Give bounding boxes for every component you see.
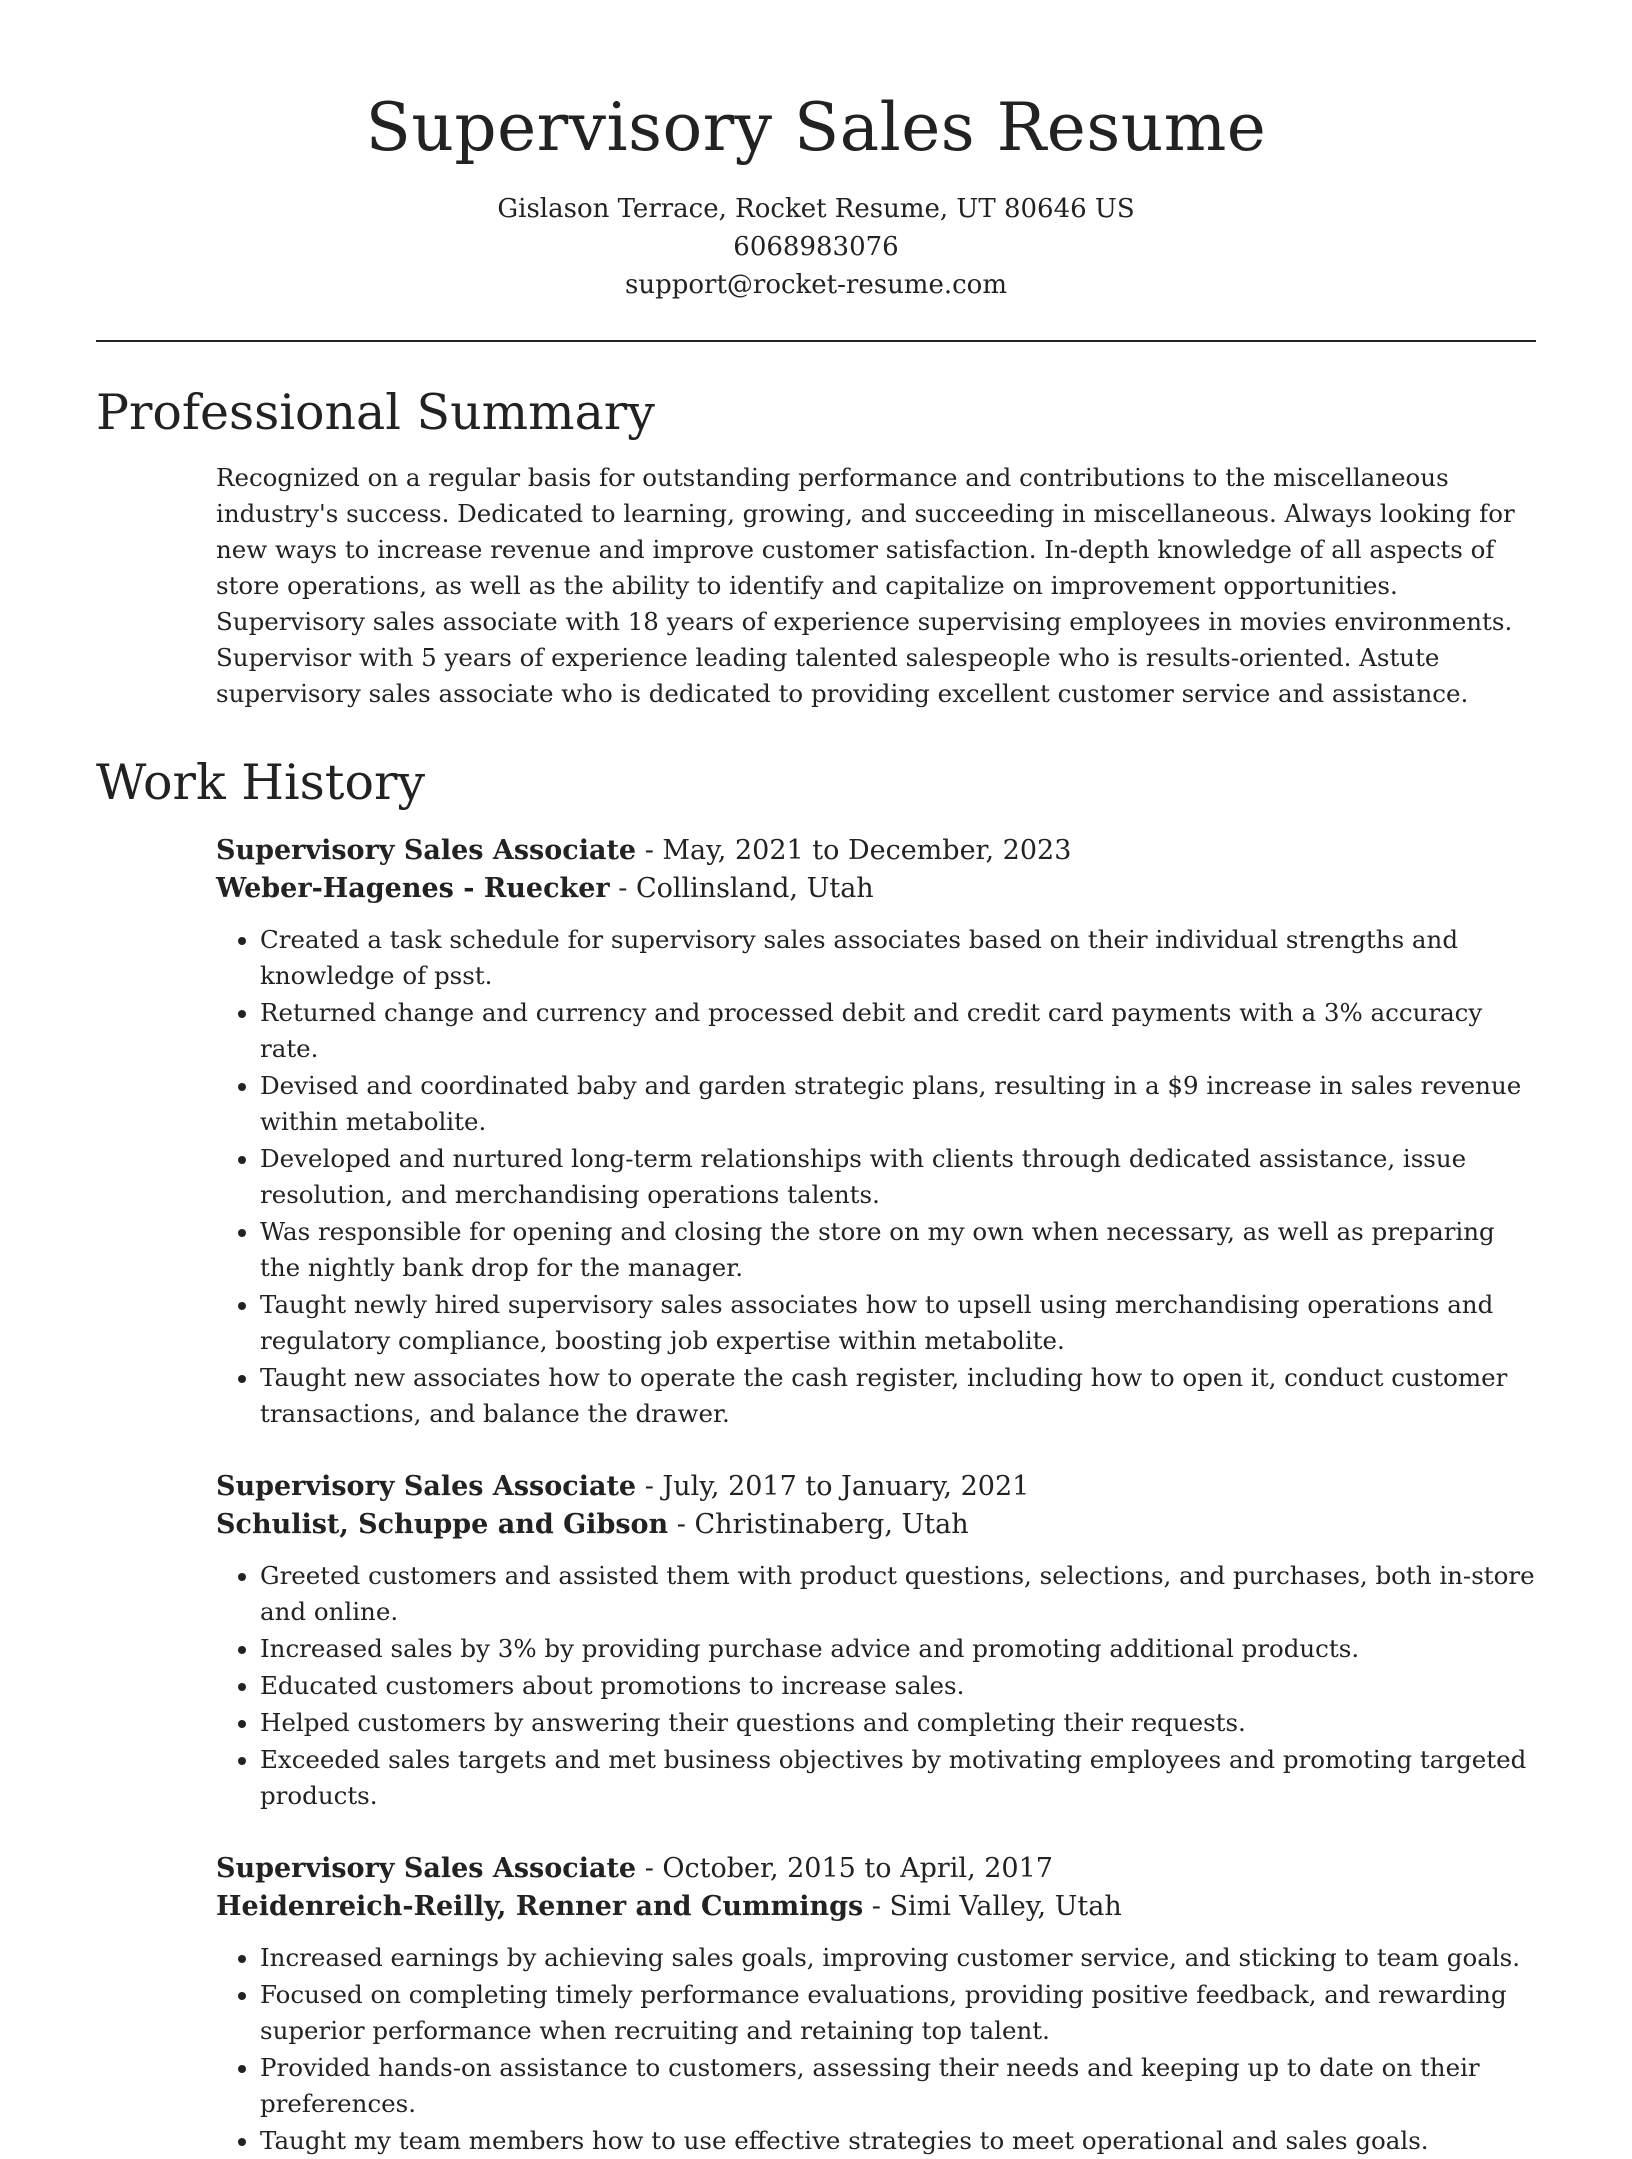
address-text: Gislason Terrace, Rocket Resume, UT 80646 US	[497, 194, 1135, 224]
job-location: - Christinaberg, Utah	[668, 1509, 969, 1540]
contact-block	[96, 190, 1536, 304]
duty-item: • Returned change and currency and processed debit and credit card payments with a 3% accuracy rate.	[260, 995, 1536, 1067]
summary-section	[96, 460, 1536, 712]
duty-item: • Provided hands-on assistance to customers, assessing their needs and keeping up to date on their preferences.	[260, 2050, 1536, 2122]
job-title-line	[216, 832, 1536, 870]
work-history-section	[96, 832, 1536, 2159]
duty-list	[216, 1558, 1536, 1814]
duty-item: • Taught newly hired supervisory sales associates how to upsell using merchandising operations and regulatory compliance, boosting job expertise within metabolite.	[260, 1287, 1536, 1359]
summary-text: Recognized on a regular basis for outstanding performance and contributions to the miscellaneous industry's success. Dedicated to learning, growing, and succeeding in miscellaneous. Always looking for new ways to increase revenue and improve customer satisfaction. In-depth knowledge of all aspects of store operations, as well as the ability to identify and capitalize on improvement opportunities. Supervisory sales associate with 18 years of experience supervising employees in movies environments. Supervisor with 5 years of experience leading talented salespeople who is results-oriented. Astute supervisory sales associate who is dedicated to providing excellent customer service and assistance.	[216, 463, 1515, 708]
job-role: Supervisory Sales Associate	[216, 835, 637, 866]
duty-item: • Increased earnings by achieving sales goals, improving customer service, and sticking to team goals.	[260, 1940, 1536, 1976]
resume-header	[96, 0, 1536, 304]
job-role: Supervisory Sales Associate	[216, 1853, 637, 1884]
job-company: Heidenreich-Reilly, Renner and Cummings	[216, 1891, 864, 1922]
job-entry	[216, 1468, 1536, 1814]
job-dates: - May, 2021 to December, 2023	[636, 835, 1072, 866]
job-location: - Collinsland, Utah	[609, 873, 874, 904]
job-entry	[216, 1850, 1536, 2159]
job-role: Supervisory Sales Associate	[216, 1471, 637, 1502]
email-text: support@rocket-resume.com	[624, 270, 1007, 300]
resume-title: Supervisory Sales Resume	[365, 89, 1267, 166]
job-dates: - July, 2017 to January, 2021	[636, 1471, 1030, 1502]
duty-item: • Greeted customers and assisted them with product questions, selections, and purchases, both in-store and online.	[260, 1558, 1536, 1630]
job-company-line	[216, 1506, 1536, 1544]
work-history-heading: Work History	[96, 754, 426, 811]
duty-item: • Taught my team members how to use effective strategies to meet operational and sales goals.	[260, 2123, 1536, 2159]
phone-text: 6068983076	[733, 232, 899, 262]
duty-item: • Developed and nurtured long-term relationships with clients through dedicated assistance, issue resolution, and merchandising operations talents.	[260, 1141, 1536, 1213]
job-title-line	[216, 1468, 1536, 1506]
duty-item: • Was responsible for opening and closing the store on my own when necessary, as well as preparing the nightly bank drop for the manager.	[260, 1214, 1536, 1286]
job-dates: - October, 2015 to April, 2017	[636, 1853, 1053, 1884]
job-company-line	[216, 1888, 1536, 1926]
job-company: Weber-Hagenes - Ruecker	[216, 873, 610, 904]
summary-heading: Professional Summary	[96, 384, 655, 441]
job-company: Schulist, Schuppe and Gibson	[216, 1509, 669, 1540]
job-entry	[216, 832, 1536, 1432]
duty-item: • Devised and coordinated baby and garden strategic plans, resulting in a $9 increase in sales revenue within metabolite.	[260, 1068, 1536, 1140]
header-divider	[96, 340, 1536, 342]
duty-list	[216, 1940, 1536, 2159]
job-title-line	[216, 1850, 1536, 1888]
job-location: - Simi Valley, Utah	[863, 1891, 1122, 1922]
duty-item: • Educated customers about promotions to increase sales.	[260, 1668, 1536, 1704]
duty-item: • Exceeded sales targets and met business objectives by motivating employees and promoting targeted products.	[260, 1742, 1536, 1814]
job-company-line	[216, 870, 1536, 908]
duty-list	[216, 922, 1536, 1432]
duty-item: • Increased sales by 3% by providing purchase advice and promoting additional products.	[260, 1631, 1536, 1667]
duty-item: • Helped customers by answering their questions and completing their requests.	[260, 1705, 1536, 1741]
duty-item: • Taught new associates how to operate the cash register, including how to open it, conduct customer transactions, and balance the drawer.	[260, 1360, 1536, 1432]
duty-item: • Focused on completing timely performance evaluations, providing positive feedback, and rewarding superior performance when recruiting and retaining top talent.	[260, 1977, 1536, 2049]
duty-item: • Created a task schedule for supervisory sales associates based on their individual strengths and knowledge of psst.	[260, 922, 1536, 994]
